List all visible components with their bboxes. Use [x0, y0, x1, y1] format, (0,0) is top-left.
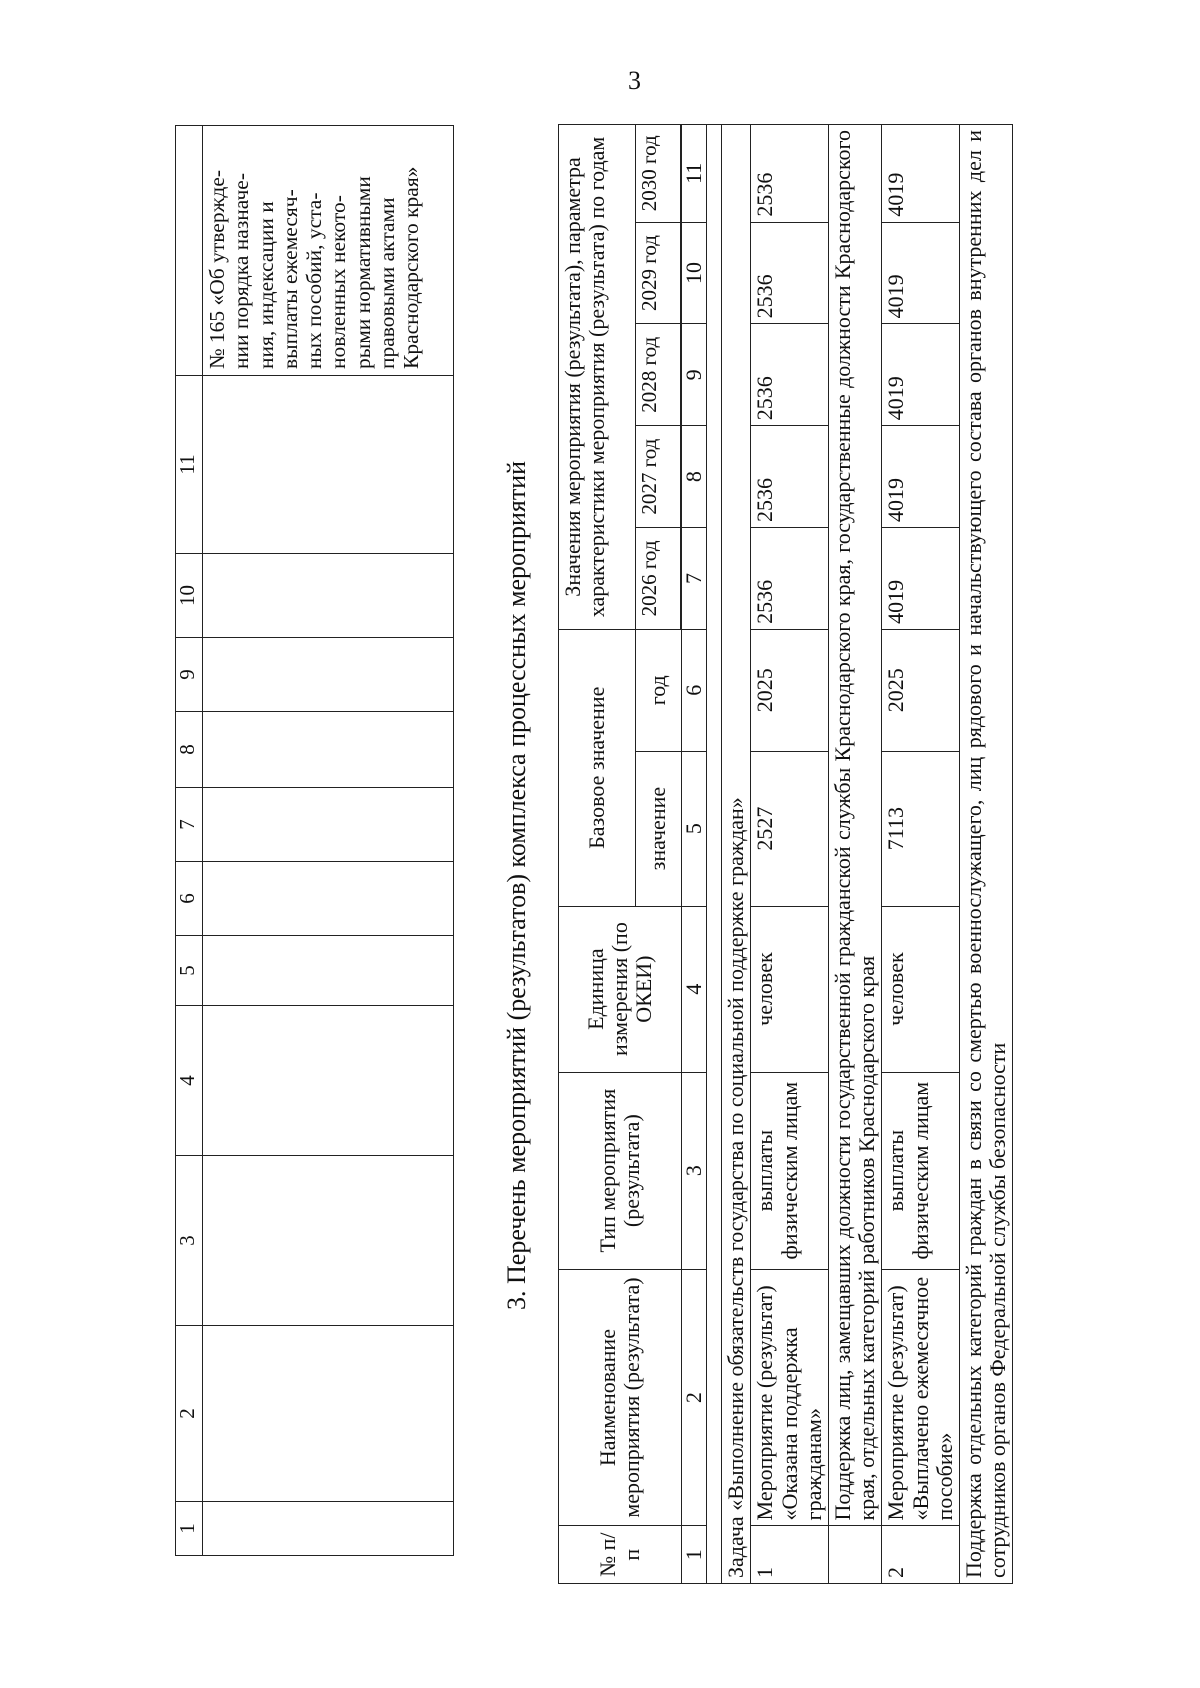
law-line: ния, индексации и: [253, 201, 278, 369]
continuation-body-row: [203, 126, 454, 1556]
col-number: 1: [682, 1526, 707, 1584]
row-value: 2536: [751, 125, 829, 223]
law-line: № 165 «Об утвержде-: [205, 169, 229, 369]
cell: [203, 1006, 454, 1156]
row-value: 2536: [751, 222, 829, 324]
row-base-year: 2025: [751, 629, 829, 751]
group-row: [828, 125, 881, 1584]
col-number: 11: [682, 125, 707, 223]
group-label: Поддержка отдельных категорий граждан в связи со смертью военнослужащего, лиц рядового и начальствующего состава органов внутренних дел и сотрудников органов Федеральной службы безопасности: [959, 125, 1012, 1584]
header-values: Значения мероприятия (результата), параметра характеристики мероприятия (результата) по годам: [559, 125, 636, 630]
row-value: 2536: [751, 426, 829, 528]
cell: [203, 1326, 454, 1502]
header-row: [559, 125, 636, 1584]
col-number: 10: [682, 222, 707, 324]
header-name: Наименование мероприятия (результата): [559, 1269, 682, 1526]
section-title-wrapper: [502, 350, 542, 1310]
header-year: 2027 год: [636, 426, 681, 528]
law-line: нии порядка назначе-: [229, 172, 254, 369]
col-number: 11: [176, 376, 203, 554]
row-num: 2: [882, 1526, 960, 1584]
cell: [203, 638, 454, 712]
cell: [203, 376, 454, 554]
col-number: 2: [682, 1269, 707, 1526]
col-number: 10: [176, 554, 203, 638]
cell: [203, 712, 454, 788]
col-number: 1: [176, 1502, 203, 1556]
header-base-value: значение: [636, 751, 682, 906]
page-number: 3: [628, 66, 641, 95]
row-value: 4019: [882, 528, 960, 630]
header-year: 2029 год: [636, 222, 681, 324]
row-unit: человек: [882, 906, 960, 1072]
col-number: [176, 126, 203, 376]
col-number: 4: [682, 906, 707, 1072]
row-base-value: 2527: [751, 751, 829, 906]
col-number: 9: [682, 324, 707, 426]
header-type: Тип мероприятия (результата): [559, 1072, 682, 1269]
cell: [203, 554, 454, 638]
col-number: 4: [176, 1006, 203, 1156]
col-number: 6: [682, 629, 707, 751]
table-row: [882, 125, 960, 1584]
col-number: 2: [176, 1326, 203, 1502]
group-label: Поддержка лиц, замещавших должности государственной гражданской службы Краснодарского края, государственные должности Краснодарского края, отдельных категорий работников Краснодарского края: [828, 125, 881, 1526]
col-number: 3: [176, 1156, 203, 1326]
row-unit: человек: [751, 906, 829, 1072]
law-line: правовыми актами: [374, 197, 399, 369]
law-line: выплаты ежемесяч-: [277, 189, 302, 369]
header-year: 2026 год: [636, 528, 681, 630]
cell: [203, 1502, 454, 1556]
row-value: 2536: [751, 324, 829, 426]
header-year: 2028 год: [636, 324, 681, 426]
col-number: 5: [176, 936, 203, 1006]
col-number: 7: [176, 788, 203, 862]
cell: [203, 936, 454, 1006]
continuation-header-row: [176, 126, 203, 1556]
law-line: Краснодарского края»: [399, 166, 424, 369]
row-value: 4019: [882, 125, 960, 223]
cell: [203, 1156, 454, 1326]
row-type: выплаты физическим лицам: [882, 1072, 960, 1269]
activities-table: [558, 124, 1013, 1584]
continuation-table-wrapper: [175, 126, 457, 1556]
row-type: выплаты физическим лицам: [751, 1072, 829, 1269]
law-line: новленных некото-: [326, 195, 351, 369]
row-base-year: 2025: [882, 629, 960, 751]
cell: [203, 862, 454, 936]
continuation-table: [175, 125, 454, 1556]
column-number-row: [682, 125, 707, 1584]
row-num: 1: [751, 1526, 829, 1584]
col-number: 8: [682, 426, 707, 528]
group-row: [959, 125, 1012, 1584]
law-line: рыми нормативными: [350, 176, 375, 369]
row-value: 4019: [882, 222, 960, 324]
col-number: 6: [176, 862, 203, 936]
header-base: Базовое значение: [559, 629, 636, 906]
row-value: 2536: [751, 528, 829, 630]
cell: [828, 1526, 881, 1584]
row-base-value: 7113: [882, 751, 960, 906]
law-line: ных пособий, уста-: [302, 192, 327, 369]
gap-row: [707, 125, 722, 1584]
table-row: [751, 125, 829, 1584]
col-number: 8: [176, 712, 203, 788]
col-number: 9: [176, 638, 203, 712]
header-base-year: год: [636, 629, 682, 751]
law-reference-cell: [203, 126, 454, 376]
main-table-wrapper: [558, 124, 1011, 1584]
cell: [707, 125, 722, 1584]
section-title: 3. Перечень мероприятий (результатов) комплекса процессных мероприятий: [502, 460, 531, 1310]
col-number: 5: [682, 751, 707, 906]
header-year: 2030 год: [636, 125, 681, 223]
task-label: Задача «Выполнение обязательств государства по социальной поддержке граждан»: [722, 125, 751, 1584]
row-name: Мероприятие (результат) «Выплачено ежемесячное пособие»: [882, 1269, 960, 1526]
header-unit: Единица измерения (по ОКЕИ): [559, 906, 682, 1072]
header-num: № п/п: [559, 1526, 682, 1584]
cell: [203, 788, 454, 862]
row-value: 4019: [882, 426, 960, 528]
row-name: Мероприятие (результат) «Оказана поддержка гражданам»: [751, 1269, 829, 1526]
col-number: 3: [682, 1072, 707, 1269]
col-number: 7: [682, 528, 707, 630]
task-row: [722, 125, 751, 1584]
row-value: 4019: [882, 324, 960, 426]
